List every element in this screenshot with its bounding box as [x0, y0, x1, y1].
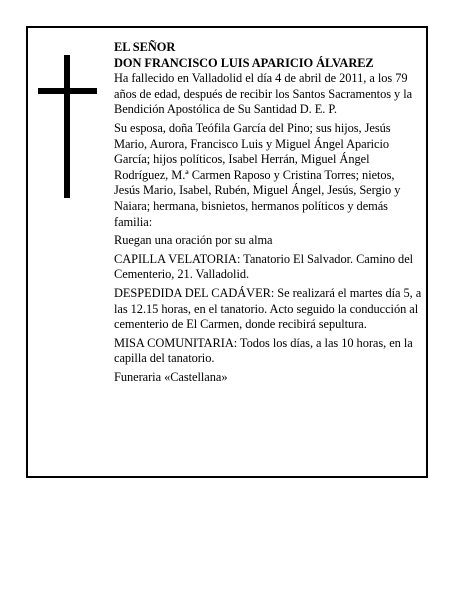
- obituary-notice: [26, 26, 428, 478]
- latin-cross-icon: [38, 55, 97, 198]
- notice-body: [114, 40, 422, 388]
- deceased-name: DON FRANCISCO LUIS APARICIO ÁLVAREZ: [114, 55, 374, 70]
- wake-chapel-info: CAPILLA VELATORIA: Tanatorio El Salvador. Camino del Cementerio, 21. Valladolid.: [114, 251, 414, 282]
- mass-info: MISA COMUNITARIA: Todos los días, a las 10 horas, en la capilla del tanatorio.: [114, 335, 413, 366]
- farewell-info: DESPEDIDA DEL CADÁVER: Se realizará el martes día 5, a las 12.15 horas, en el tanatorio. Acto seguido la conducción al cementerio de El Carmen, donde recibirá sepultura.: [114, 285, 422, 332]
- death-announcement: Ha fallecido en Valladolid el día 4 de abril de 2011, a los 79 años de edad, después de recibir los Santos Sacramentos y la Bendición Apostólica de Su Santidad D. E. P.: [114, 71, 413, 117]
- funeral-home: Funeraria «Castellana»: [114, 369, 228, 384]
- family-list: Su esposa, doña Teófila García del Pino; sus hijos, Jesús Mario, Aurora, Francisco Luis y Miguel Ángel Aparicio García; hijos políticos, Isabel Herrán, Miguel Ángel Rodríguez, M.ª Carmen Raposo y Cristina Torres; nietos, Jesús Mario, Isabel, Rubén, Miguel Ángel, Jesús, Sergio y Naiara; hermana, bisnietos, hermanos políticos y demás familia:: [114, 120, 401, 229]
- cross-horizontal-bar: [38, 88, 97, 94]
- notice-title: EL SEÑOR: [114, 40, 176, 54]
- prayer-request: Ruegan una oración por su alma: [114, 233, 273, 248]
- cross-vertical-bar: [64, 55, 70, 198]
